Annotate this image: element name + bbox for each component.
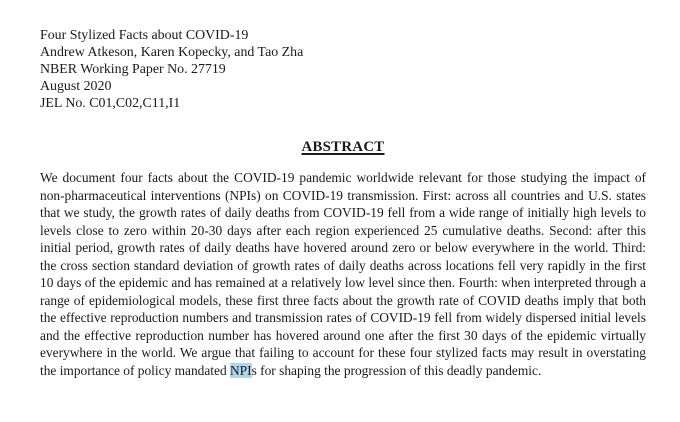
- paper-authors: Andrew Atkeson, Karen Kopecky, and Tao Zha: [40, 45, 304, 60]
- search-highlight: NPI: [230, 362, 252, 378]
- paper-date: August 2020: [40, 79, 112, 94]
- paper-title: Four Stylized Facts about COVID-19: [40, 28, 249, 43]
- paper-header: [40, 27, 303, 112]
- paper-jel-codes: JEL No. C01,C02,C11,I1: [40, 96, 181, 111]
- abstract-heading-text: ABSTRACT: [301, 139, 385, 155]
- abstract-text: s for shaping the progression of this deadly pandemic.: [251, 362, 542, 378]
- abstract-body: [40, 169, 646, 379]
- abstract-text: We document four facts about the COVID-19 pandemic worldwide relevant for those studying the impact of non-pharmaceutical interventions (NPIs) on COVID-19 transmission. First: across all countries and U.S. states that we study, the growth rates of daily deaths from COVID-19 fell from a wide range of initially high levels to levels close to zero within 20-30 days after each region experienced 25 cumulative deaths. Second: after this initial period, growth rates of daily deaths have hovered around zero or below everywhere in the world. Third: the cross section standard deviation of growth rates of daily deaths across locations fell very rapidly in the first 10 days of the epidemic and has remained at a relatively low level since then. Fourth: when interpreted through a range of epidemiological models, these first three facts about the growth rate of COVID deaths imply that both the effective reproduction numbers and transmission rates of COVID-19 fell from widely dispersed initial levels and the effective reproduction number has hovered around one after the first 30 days of the epidemic virtually everywhere in the world. We argue that failing to account for these four stylized facts may result in overstating the importance of policy mandated: [40, 170, 646, 378]
- paper-working-paper-number: NBER Working Paper No. 27719: [40, 62, 226, 77]
- abstract-heading: [40, 139, 646, 156]
